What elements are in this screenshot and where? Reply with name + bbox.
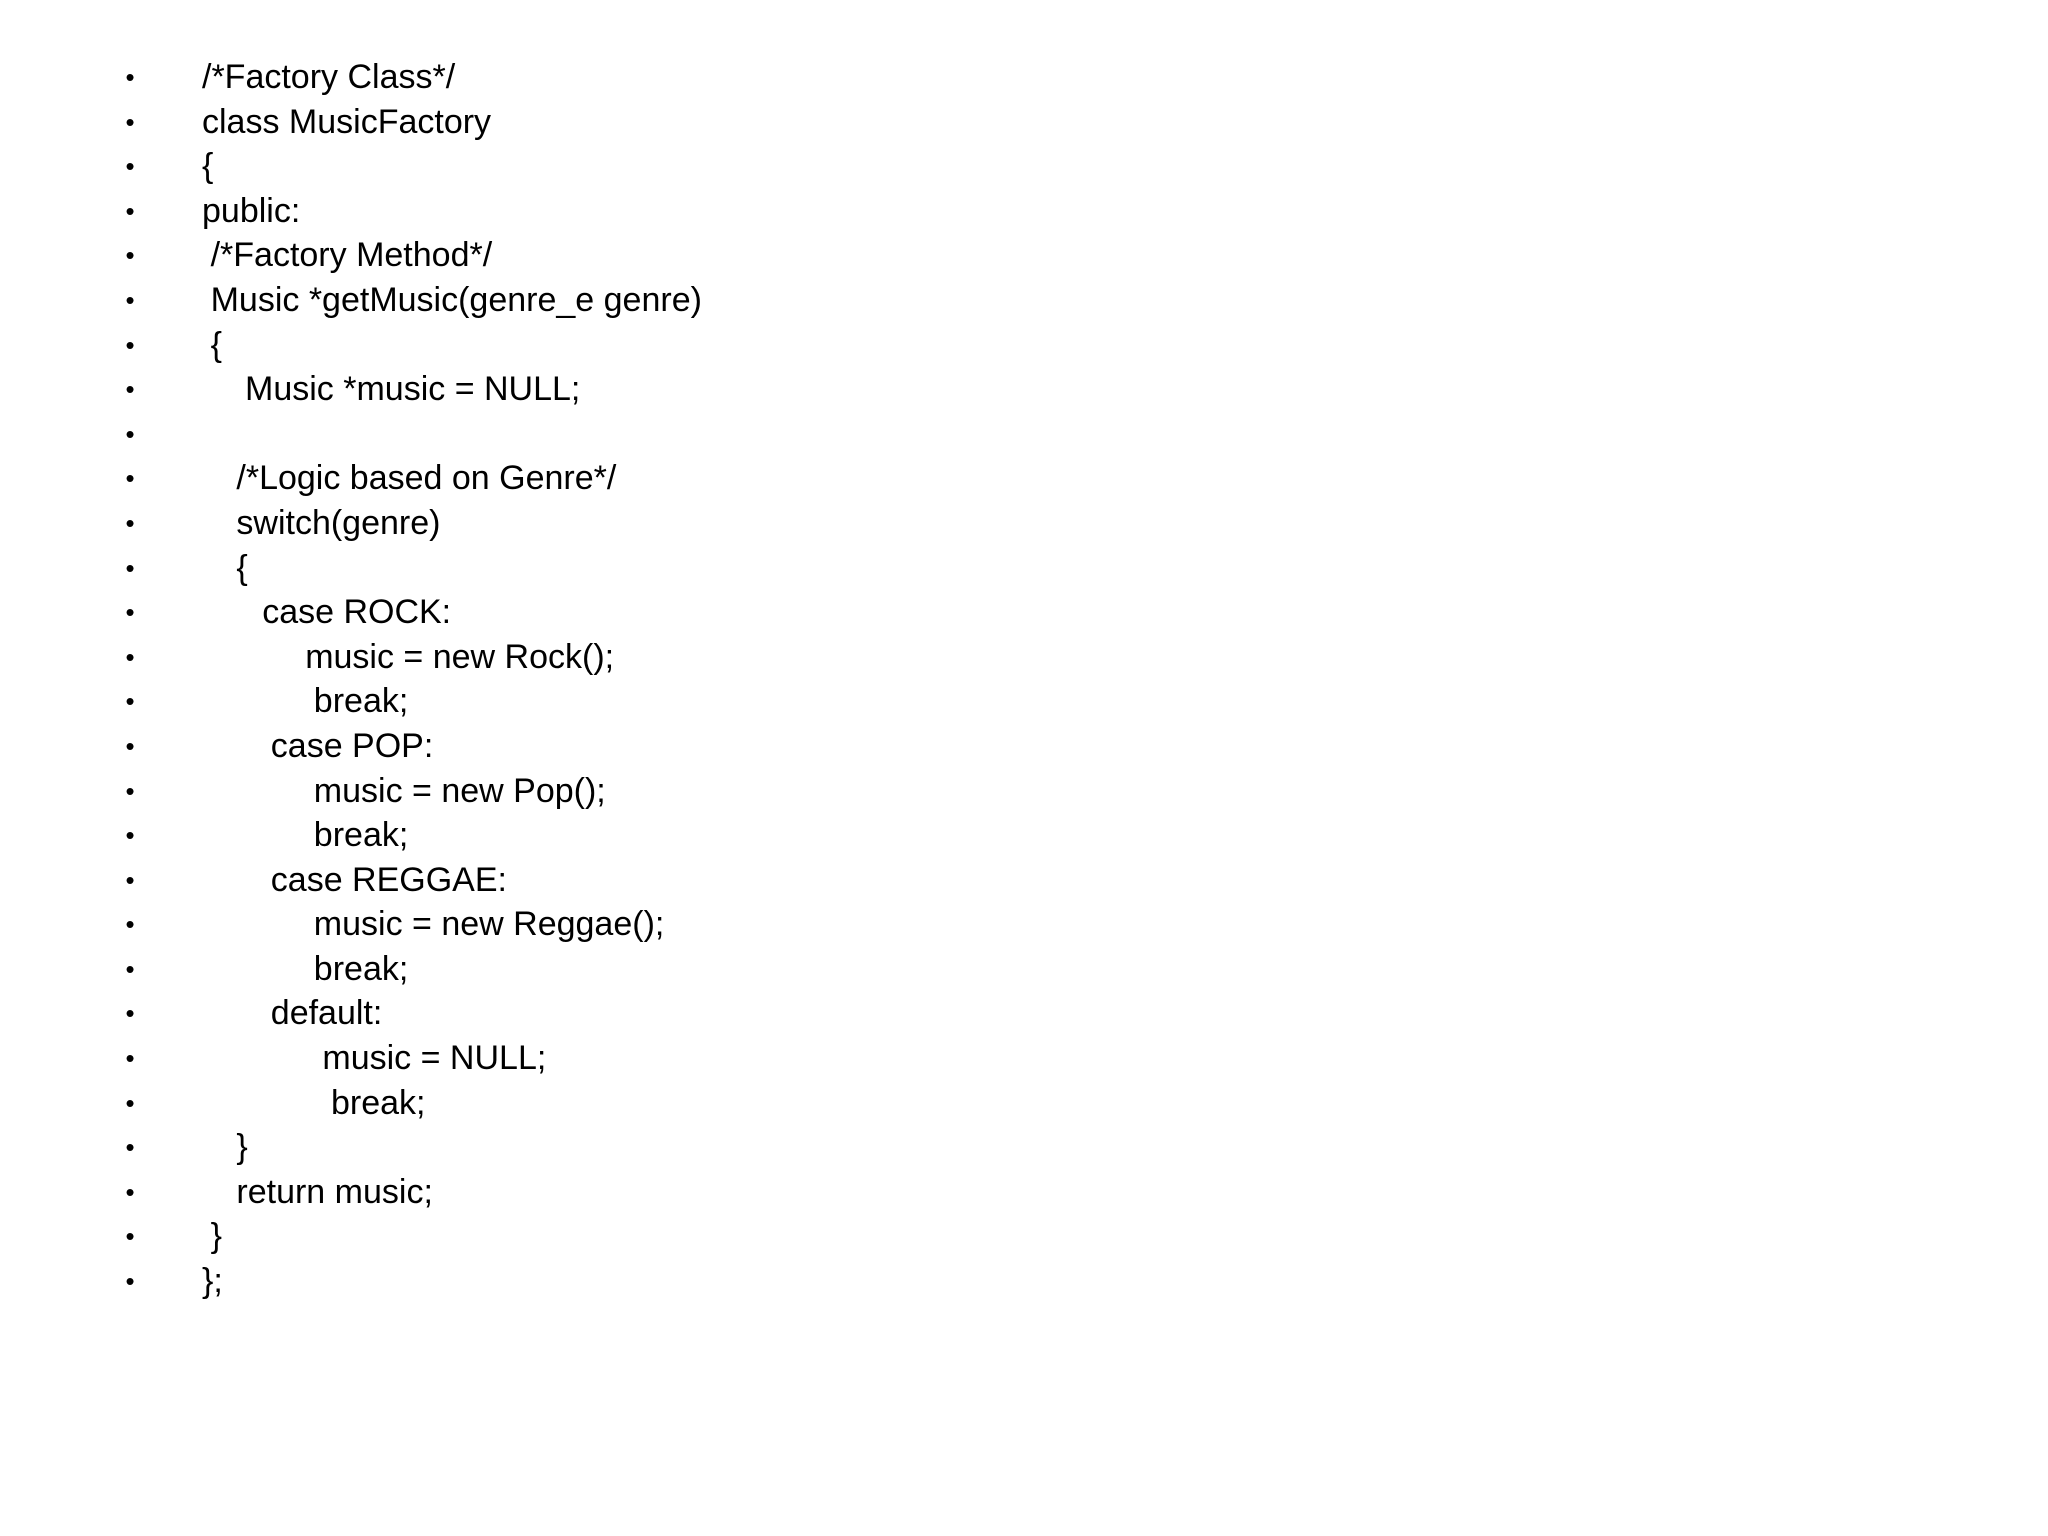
bullet-icon: • <box>125 195 135 226</box>
bullet-icon: • <box>125 62 135 92</box>
bullet-icon: • <box>125 864 135 895</box>
bullet-icon: • <box>125 1087 135 1118</box>
bullet-icon: • <box>125 151 135 182</box>
code-line-text: music = new Rock(); <box>305 637 615 676</box>
code-line-text: case ROCK: <box>262 593 452 632</box>
code-line-text: music = NULL; <box>322 1039 547 1078</box>
code-line-text: /*Logic based on Genre*/ <box>236 459 617 498</box>
bullet-icon: • <box>125 820 135 851</box>
code-line-text: break; <box>313 816 409 855</box>
code-line-text: break; <box>331 1083 426 1122</box>
bullet-icon: • <box>125 1176 135 1207</box>
code-line-text: /*Factory Method*/ <box>210 236 493 275</box>
bullet-icon: • <box>125 597 135 628</box>
bullet-icon: • <box>125 284 135 315</box>
bullet-icon: • <box>125 507 135 538</box>
code-line-text: { <box>202 147 214 186</box>
bullet-icon: • <box>125 1266 135 1297</box>
bullet-icon: • <box>125 775 135 806</box>
bullet-icon: • <box>125 1221 135 1252</box>
code-line-text: switch(genre) <box>236 503 441 542</box>
code-line-text: public: <box>202 191 301 230</box>
code-line-text: }; <box>202 1262 223 1301</box>
code-line-text: case POP: <box>270 726 434 765</box>
code-line-text: class MusicFactory <box>202 102 492 141</box>
code-line-text: { <box>236 548 248 587</box>
code-line-text: case REGGAE: <box>270 860 507 899</box>
code-line-text: { <box>210 325 222 364</box>
bullet-icon: • <box>125 329 135 360</box>
bullet-icon: • <box>125 953 135 984</box>
bullet-icon: • <box>125 641 135 672</box>
bullet-icon: • <box>125 998 135 1029</box>
code-line-text: } <box>236 1128 248 1167</box>
code-line-text: } <box>210 1217 222 1256</box>
code-line-text: /*Factory Class*/ <box>202 58 456 96</box>
bullet-icon: • <box>125 686 135 717</box>
code-line-text: Music *getMusic(genre_e genre) <box>210 280 702 319</box>
bullet-icon: • <box>125 1043 135 1074</box>
bullet-icon: • <box>125 909 135 940</box>
bullet-icon: • <box>125 730 135 761</box>
bullet-icon: • <box>125 463 135 494</box>
code-line-text: Music *music = NULL; <box>245 370 581 409</box>
bullet-icon: • <box>125 106 135 137</box>
bullet-icon: • <box>125 552 135 583</box>
code-line-text: music = new Pop(); <box>313 771 606 810</box>
bullet-icon: • <box>125 418 135 449</box>
code-line-text: music = new Reggae(); <box>313 905 665 944</box>
bullet-icon: • <box>125 374 135 405</box>
code-line-text: default: <box>270 994 383 1033</box>
code-line-text: break; <box>313 949 409 988</box>
bullet-icon: • <box>125 1132 135 1163</box>
bullet-icon: • <box>125 240 135 271</box>
code-line-text: return music; <box>236 1172 433 1211</box>
code-line-text: break; <box>313 682 409 721</box>
